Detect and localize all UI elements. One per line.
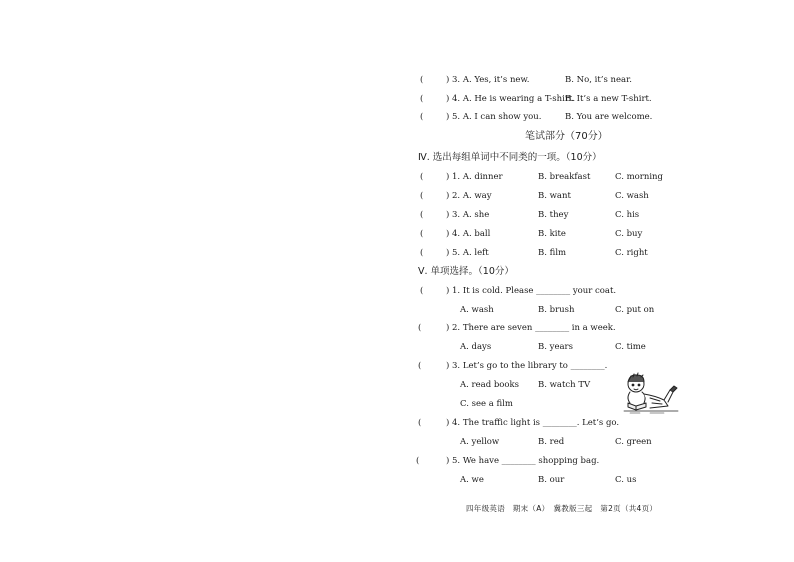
option-b: B. breakfast — [538, 172, 591, 182]
paren-open: ( — [420, 94, 424, 104]
option-a: ) 4. A. ball — [446, 229, 491, 239]
option-b: B. they — [538, 210, 569, 220]
option-b: B. red — [538, 437, 565, 447]
option-a: A. read books — [460, 380, 520, 390]
option-c: C. morning — [615, 172, 663, 182]
option-a: ) 1. A. dinner — [446, 172, 503, 182]
paren-open: ( — [420, 248, 424, 258]
paren-open: ( — [418, 418, 422, 428]
option-a: ) 5. A. left — [446, 248, 489, 258]
option-c: C. buy — [615, 229, 643, 239]
question-text: ) 5. We have ________ shopping bag. — [446, 456, 600, 466]
option-c: C. wash — [615, 191, 649, 201]
section-4-heading: Ⅳ. 选出每组单词中不同类的一项。（10分） — [418, 152, 602, 163]
paren-open: ( — [420, 210, 424, 220]
option-a: ) 2. A. way — [446, 191, 492, 201]
option-b: B. our — [538, 475, 565, 485]
option-c: C. put on — [615, 305, 655, 315]
option-a: A. wash — [460, 305, 494, 315]
question-text: ) 3. A. Yes, it’s new. — [446, 75, 530, 85]
paren-open: ( — [418, 361, 422, 371]
option-c: C. us — [615, 475, 637, 485]
paren-open: ( — [420, 75, 424, 85]
option-c: C. right — [615, 248, 648, 258]
option-a: A. yellow — [460, 437, 500, 447]
paren-open: ( — [420, 229, 424, 239]
option-b: B. No, it’s near. — [565, 75, 632, 85]
written-section-title: 笔试部分（70分） — [525, 131, 608, 142]
paren-open: ( — [420, 112, 424, 122]
option-b: B. kite — [538, 229, 566, 239]
option-c: C. see a film — [460, 399, 513, 409]
question-text: ) 3. Let’s go to the library to ________. — [446, 361, 608, 371]
option-b: B. watch TV — [538, 380, 591, 390]
paren-open: ( — [416, 456, 420, 466]
child-reading-illustration — [620, 370, 680, 418]
option-c: C. green — [615, 437, 652, 447]
option-b: B. years — [538, 342, 573, 352]
question-text: ) 1. It is cold. Please ________ your coat. — [446, 286, 617, 296]
option-a: ) 3. A. she — [446, 210, 490, 220]
option-a: A. we — [460, 475, 484, 485]
paren-open: ( — [420, 286, 424, 296]
option-c: C. time — [615, 342, 646, 352]
option-b: B. brush — [538, 305, 575, 315]
option-a: A. days — [460, 342, 492, 352]
option-b: B. want — [538, 191, 571, 201]
question-text: ) 2. There are seven ________ in a week. — [446, 323, 616, 333]
option-b: B. You are welcome. — [565, 112, 653, 122]
section-5-heading: Ⅴ. 单项选择。（10分） — [418, 266, 514, 277]
paren-open: ( — [418, 323, 422, 333]
option-b: B. film — [538, 248, 567, 258]
question-text: ) 4. A. He is wearing a T-shirt. — [446, 94, 576, 104]
question-text: ) 4. The traffic light is ________. Let’s go. — [446, 418, 620, 428]
paren-open: ( — [420, 172, 424, 182]
paren-open: ( — [420, 191, 424, 201]
page-footer: 四年级英语 期末（A） 冀教版三起 第2页（共4页） — [466, 504, 658, 513]
option-b: B. It’s a new T-shirt. — [565, 94, 652, 104]
question-text: ) 5. A. I can show you. — [446, 112, 542, 122]
option-c: C. his — [615, 210, 640, 220]
